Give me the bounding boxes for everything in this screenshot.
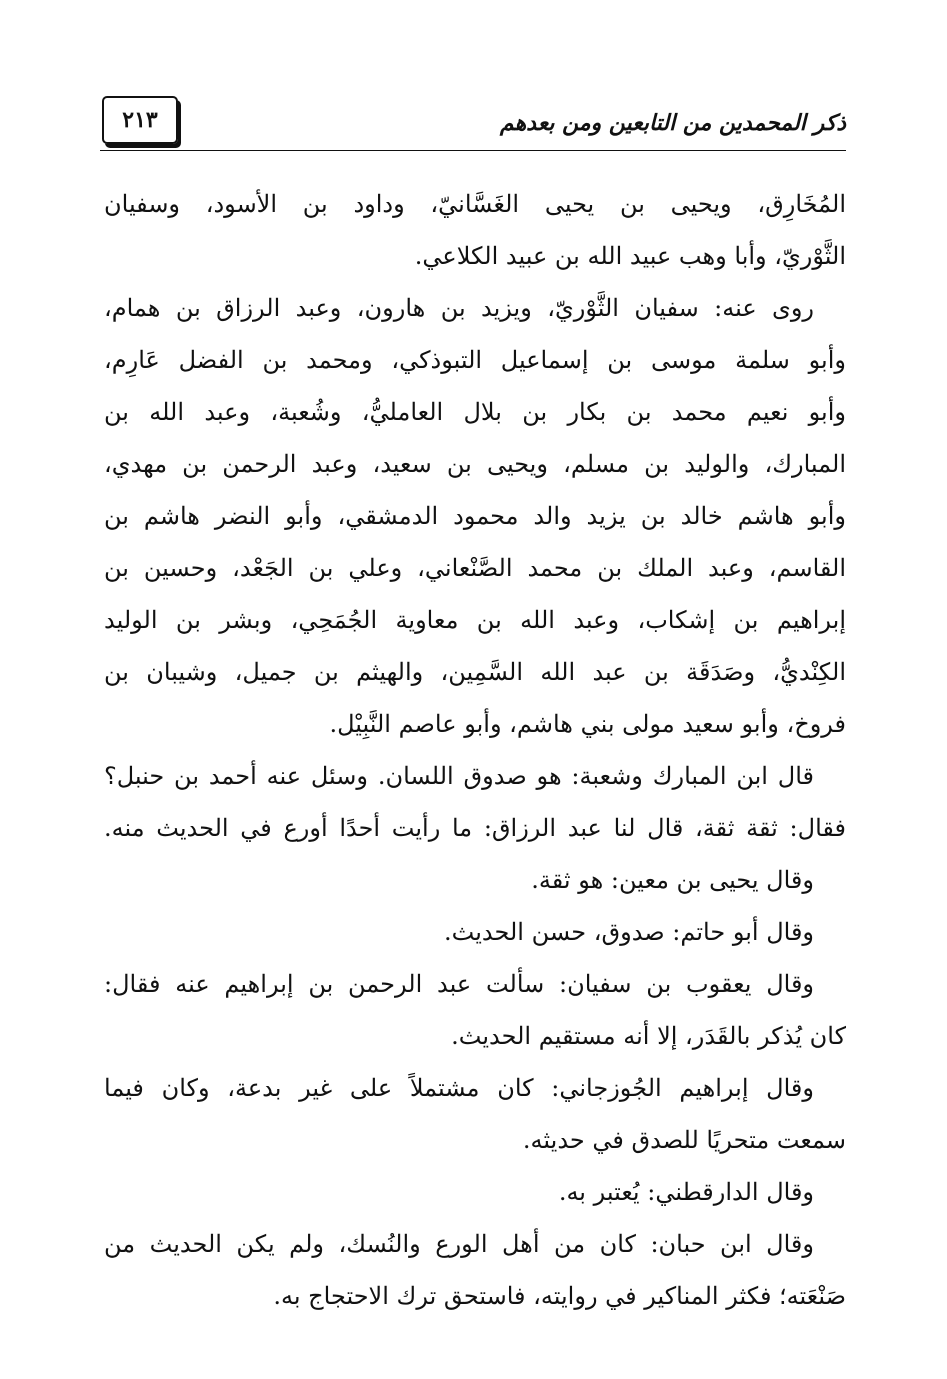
text-line: وأبو نعيم محمد بن بكار بن بلال العامليُّ، وشُعبة، وعبد الله بن: [104, 398, 846, 426]
text-line: وقال يحيى بن معين: هو ثقة.: [531, 866, 814, 894]
text-line: روى عنه: سفيان الثَّوْريّ، ويزيد بن هارون، وعبد الرزاق بن همام،: [104, 294, 814, 322]
header-divider: [100, 150, 846, 151]
text-line: وقال أبو حاتم: صدوق، حسن الحديث.: [444, 918, 814, 946]
text-line: سمعت متحريًا للصدق في حديثه.: [522, 1126, 846, 1154]
page-number: ٢١٣: [122, 107, 158, 133]
text-line: المُخَارِق، ويحيى بن يحيى الغَسَّانيّ، وداود بن الأسود، وسفيان: [104, 190, 846, 218]
text-line: كان يُذكر بالقَدَر، إلا أنه مستقيم الحديث.: [451, 1022, 846, 1050]
text-line: صَنْعَته؛ فكثر المناكير في روايته، فاستحق ترك الاحتجاج به.: [273, 1282, 846, 1310]
text-line: وأبو سلمة موسى بن إسماعيل التبوذكي، ومحمد بن الفضل عَارِم،: [104, 346, 846, 374]
page-number-box: [102, 96, 178, 144]
text-line: وقال إبراهيم الجُوزجاني: كان مشتملاً على غير بدعة، وكان فيما: [104, 1074, 814, 1102]
running-title: ذكر المحمدين من التابعين ومن بعدهم: [499, 110, 846, 136]
text-line: الكِنْديُّ، وصَدَقَة بن عبد الله السَّمِين، والهيثم بن جميل، وشيبان بن: [104, 658, 846, 686]
body-text: [104, 178, 846, 1322]
text-line: وأبو هاشم خالد بن يزيد والد محمود الدمشقي، وأبو النضر هاشم بن: [104, 502, 846, 530]
text-line: فقال: ثقة ثقة، قال لنا عبد الرزاق: ما رأيت أحدًا أورع في الحديث منه.: [104, 814, 846, 842]
page-header: [100, 96, 846, 154]
text-line: المبارك، والوليد بن مسلم، ويحيى بن سعيد، وعبد الرحمن بن مهدي،: [104, 450, 846, 478]
text-line: فروخ، وأبو سعيد مولى بني هاشم، وأبو عاصم النَّبِيْل.: [329, 710, 846, 738]
text-line: قال ابن المبارك وشعبة: هو صدوق اللسان. وسئل عنه أحمد بن حنبل؟: [104, 762, 814, 790]
text-line: وقال الدارقطني: يُعتبر به.: [558, 1178, 814, 1206]
text-line: الثَّوْريّ، وأبا وهب عبيد الله بن عبيد الكلاعي.: [414, 242, 846, 270]
text-line: القاسم، وعبد الملك بن محمد الصَّنْعاني، وعلي بن الجَعْد، وحسين بن: [104, 554, 846, 582]
text-line: وقال ابن حبان: كان من أهل الورع والنُسك، ولم يكن الحديث من: [104, 1230, 814, 1258]
text-line: إبراهيم بن إشكاب، وعبد الله بن معاوية الجُمَحِي، وبشر بن الوليد: [104, 606, 846, 634]
text-line: وقال يعقوب بن سفيان: سألت عبد الرحمن بن إبراهيم عنه فقال:: [104, 970, 814, 998]
